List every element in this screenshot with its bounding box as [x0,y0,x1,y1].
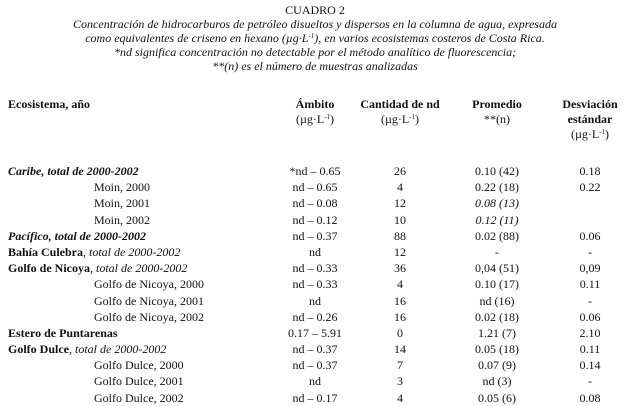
caption-line-2-text-end: ), en varios ecosistemas costeros de Costa Rica. [314,31,545,45]
row-label [94,276,204,292]
cell-desviacion: 0.11 [579,342,601,357]
cell-promedio: nd (3) [482,374,512,389]
table-row [0,212,624,228]
cell-ambito: nd – 0.33 [292,261,338,276]
table-row [0,179,624,195]
table-row [0,373,624,389]
header-desviacion-unit [548,127,624,142]
table-row [0,163,624,179]
cell-cantidad: 4 [397,390,403,405]
cell-promedio: 1.21 (7) [478,325,516,340]
cell-ambito: nd – 0.26 [292,309,338,324]
cell-promedio: 0.12 (11) [475,212,519,227]
row-label-part: Caribe, total de 2000-2002 [8,164,139,178]
row-label-part: Moin, 2001 [94,196,151,211]
cell-cantidad: 88 [394,228,406,243]
cell-promedio: 0.10 (42) [475,164,519,178]
table-row [0,293,624,309]
header-promedio-unit: **(n) [484,112,510,126]
table-caption [40,3,590,73]
caption-line-2-text: como equivalentes de criseno en hexano (µg·L [85,31,309,45]
cell-cantidad: 4 [397,277,403,292]
table-title: CUADRO 2 [285,3,345,17]
cell-desviacion: 0.22 [579,180,601,195]
cell-ambito: nd [309,244,321,259]
cell-desviacion: 0.18 [579,164,601,178]
cell-promedio: - [495,244,499,259]
unit-text: (µg·L [295,112,325,126]
caption-line-1: Concentración de hidrocarburos de petróleo disueltos y dispersos en la columna de agua, expresada [73,17,557,31]
row-label [94,212,150,228]
header-desviacion-label-1: Desviación [562,97,618,111]
cell-cantidad: 12 [394,196,406,211]
cell-promedio: 0.07 (9) [478,358,516,373]
cell-cantidad: 7 [397,358,403,373]
row-label-part: Bahía Culebra [8,244,84,259]
table-row [0,260,624,276]
table-row [0,195,624,211]
cell-promedio: 0.22 (18) [475,180,519,195]
unit-text-end: ) [415,112,420,126]
caption-line-3: *nd significa concentración no detectable por el método analítico de fluorescencia; [113,45,517,59]
row-label-part: Moin, 2000 [94,180,151,195]
cell-cantidad: 36 [394,261,406,276]
unit-text-end: ) [605,127,610,141]
cell-ambito: nd – 0.12 [292,212,338,227]
row-label-part: Golfo Dulce, 2001 [94,374,184,389]
row-label [94,293,204,309]
header-cantidad-label: Cantidad de nd [360,97,440,111]
cell-desviacion: 0.08 [579,390,601,405]
cell-desviacion: 0.06 [579,228,601,243]
cell-ambito: nd [309,293,321,308]
header-promedio [462,97,532,127]
row-label [8,163,139,179]
caption-line-4: **(n) es el número de muestras analizadas [212,59,418,73]
row-label-part: Golfo de Nicoya, 2001 [94,293,204,308]
cell-desviacion: 0.11 [579,277,601,292]
unit-sup: -1 [324,113,331,121]
cell-promedio: 0.05 (18) [475,342,519,357]
cell-cantidad: 3 [397,374,403,389]
caption-line-2 [40,31,590,45]
cell-ambito: nd – 0.37 [292,342,338,357]
unit-sup: -1 [409,113,416,121]
cell-ambito: 0.17 – 5.91 [288,325,342,340]
cell-desviacion: - [588,374,592,389]
row-label [94,195,150,211]
cell-cantidad: 12 [394,244,406,259]
header-ecosistema-label: Ecosistema, año [8,97,90,111]
cell-desviacion: 0.06 [579,309,601,324]
row-label [8,341,166,357]
unit-text: (µg·L [380,112,410,126]
table-row [0,244,624,260]
row-label-part: Golfo Dulce, 2000 [94,358,184,373]
unit-text-end: ) [330,112,335,126]
unit-sup: -1 [599,128,606,136]
row-label-part: , total de 2000-2002 [69,342,167,357]
table-row [0,309,624,325]
cell-ambito: nd – 0.17 [292,390,338,405]
cell-cantidad: 16 [394,309,406,324]
cell-desviacion: 2.10 [579,325,601,340]
cell-promedio: 0.02 (18) [475,309,519,324]
header-desviacion [548,97,624,142]
row-label [8,244,180,260]
cell-ambito: nd – 0.65 [292,180,338,195]
cell-ambito: nd – 0.37 [292,228,338,243]
row-label-part: Golfo de Nicoya, 2000 [94,277,204,292]
row-label [94,357,184,373]
table-row [0,357,624,373]
cell-promedio: 0,04 (51) [475,261,519,276]
table-row [0,341,624,357]
header-promedio-label: Promedio [472,97,522,111]
row-label [8,260,187,276]
cell-desviacion: 0,09 [579,261,601,276]
cell-ambito: nd – 0.08 [292,196,338,211]
cell-promedio: 0.05 (6) [478,390,516,405]
table-row [0,276,624,292]
row-label-part: Estero de Puntarenas [8,325,118,340]
row-label [94,373,184,389]
data-table-body [0,163,624,406]
header-cantidad-unit [352,112,448,127]
row-label [8,325,118,341]
unit-text: (µg·L [570,127,600,141]
row-label-part: , total de 2000-2002 [83,244,181,259]
cell-promedio: nd (16) [479,293,515,308]
row-label-part: , total de 2000-2002 [90,261,188,276]
table-row [0,325,624,341]
header-desviacion-label-2: estándar [567,112,613,126]
cell-cantidad: 10 [394,212,406,227]
cell-ambito: nd – 0.37 [292,358,338,373]
table-row [0,228,624,244]
row-label [8,228,146,244]
cell-cantidad: 0 [397,325,403,340]
cell-desviacion: - [588,244,592,259]
table-row [0,390,624,406]
cell-ambito: *nd – 0.65 [289,164,341,178]
cell-cantidad: 16 [394,293,406,308]
header-ambito-unit [280,112,350,127]
header-cantidad [352,97,448,127]
header-ambito-label: Ámbito [295,97,335,111]
row-label [94,309,204,325]
caption-line-2-sup: -1 [308,32,315,40]
cell-promedio: 0.02 (88) [475,228,519,243]
row-label [94,179,150,195]
cell-cantidad: 4 [397,180,403,195]
cell-ambito: nd [309,374,321,389]
row-label [94,390,184,406]
row-label-part: Golfo de Nicoya, 2002 [94,309,204,324]
row-label-part: Moin, 2002 [94,212,151,227]
header-ambito [280,97,350,127]
cell-promedio: 0.08 (13) [475,196,519,211]
row-label-part: Golfo de Nicoya [8,261,90,276]
row-label-part: Pacífico, total de 2000-2002 [8,228,146,243]
row-label-part: Golfo Dulce, 2002 [94,390,184,405]
cell-ambito: nd – 0.33 [292,277,338,292]
cell-desviacion: - [588,293,592,308]
cell-cantidad: 14 [394,342,406,357]
cell-desviacion: 0.14 [579,358,601,373]
cell-cantidad: 26 [394,164,406,178]
header-ecosistema [8,97,90,112]
cell-promedio: 0.10 (17) [475,277,519,292]
row-label-part: Golfo Dulce [8,342,69,357]
